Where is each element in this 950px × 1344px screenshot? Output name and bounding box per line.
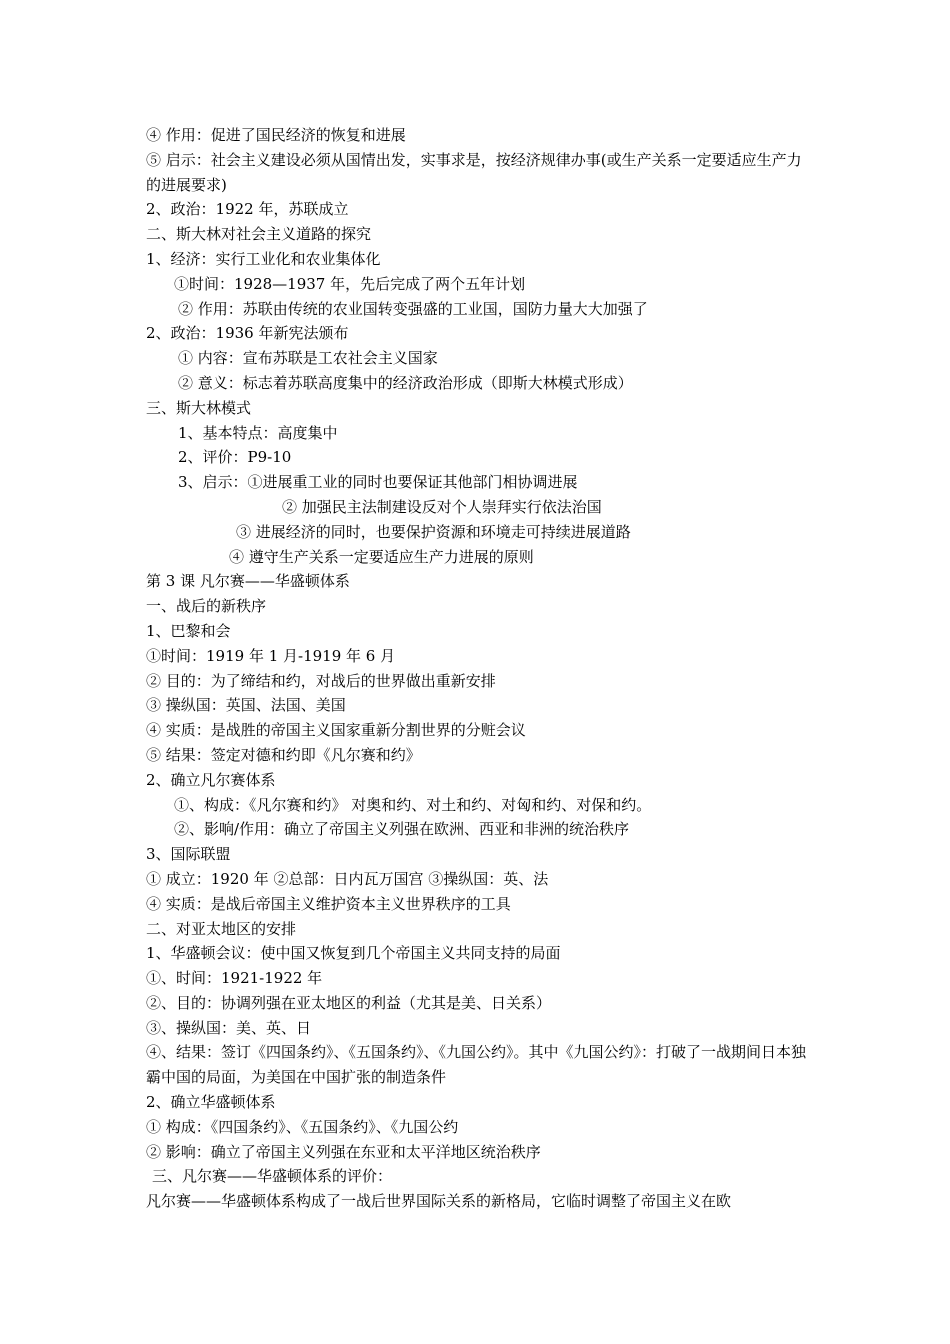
text-line: ② 影响：确立了帝国主义列强在东亚和太平洋地区统治秩序 bbox=[146, 1142, 541, 1161]
section-heading: 一、战后的新秩序 bbox=[146, 597, 267, 616]
text-line: 1、基本特点：高度集中 bbox=[178, 423, 338, 442]
text-line: 2、确立华盛顿体系 bbox=[146, 1093, 276, 1112]
text-line: ② 加强民主法制建设反对个人崇拜实行依法治国 bbox=[282, 497, 602, 516]
text-line: ①、时间：1921-1922 年 bbox=[146, 969, 323, 988]
text-line: ②、影响/作用：确立了帝国主义列强在欧洲、西亚和非洲的统治秩序 bbox=[174, 820, 630, 839]
section-heading: 二、斯大林对社会主义道路的探究 bbox=[146, 225, 372, 244]
text-line: ③、操纵国：美、英、日 bbox=[146, 1018, 312, 1037]
text-line: ②、目的：协调列强在亚太地区的利益（尤其是美、日关系） bbox=[146, 993, 552, 1012]
text-line: ② 作用：苏联由传统的农业国转变强盛的工业国，国防力量大大加强了 bbox=[178, 299, 648, 318]
text-line: ① 构成：《四国条约》、《五国条约》、《九国公约 bbox=[146, 1117, 459, 1136]
text-paragraph: ⑤ 启示：社会主义建设必须从国情出发，实事求是，按经济规律办事(或生产关系一定要适应生产力的进展要求) bbox=[146, 150, 802, 194]
text-line: 3、启示：①进展重工业的同时也要保证其他部门相协调进展 bbox=[178, 473, 578, 492]
text-line: ② 目的：为了缔结和约，对战后的世界做出重新安排 bbox=[146, 671, 496, 690]
text-line: ①、构成：《凡尔赛和约》 对奥和约、对土和约、对匈和约、对保和约。 bbox=[174, 795, 652, 814]
text-line: 凡尔赛——华盛顿体系构成了一战后世界国际关系的新格局，它临时调整了帝国主义在欧 bbox=[146, 1192, 732, 1211]
text-line: ⑤ 结果：签定对德和约即《凡尔赛和约》 bbox=[146, 745, 421, 764]
text-line: 1、巴黎和会 bbox=[146, 621, 231, 640]
text-line: ④ 作用：促进了国民经济的恢复和进展 bbox=[146, 126, 406, 144]
text-line: 1、华盛顿会议：使中国又恢复到几个帝国主义共同支持的局面 bbox=[146, 944, 561, 963]
text-line: 2、政治：1936 年新宪法颁布 bbox=[146, 324, 349, 343]
document-page bbox=[146, 123, 810, 1214]
text-line: 2、评价：P9-10 bbox=[178, 448, 292, 467]
text-line: 2、政治：1922 年，苏联成立 bbox=[146, 200, 349, 219]
text-line: 2、确立凡尔赛体系 bbox=[146, 770, 276, 789]
text-line: 3、国际联盟 bbox=[146, 845, 231, 864]
text-line: ④ 实质：是战胜的帝国主义国家重新分割世界的分赃会议 bbox=[146, 721, 526, 740]
text-line: 1、经济：实行工业化和农业集体化 bbox=[146, 249, 381, 268]
text-line: ② 意义：标志着苏联高度集中的经济政治形成（即斯大林模式形成） bbox=[178, 373, 633, 392]
text-line: ③ 进展经济的同时，也要保护资源和环境走可持续进展道路 bbox=[236, 522, 631, 541]
lesson-heading: 第 3 课 凡尔赛——华盛顿体系 bbox=[146, 572, 350, 591]
section-heading: 二、对亚太地区的安排 bbox=[146, 919, 297, 938]
section-heading: 三、斯大林模式 bbox=[146, 398, 252, 417]
text-line: ①时间：1919 年 1 月-1919 年 6 月 bbox=[146, 646, 396, 665]
text-line: ④ 遵守生产关系一定要适应生产力进展的原则 bbox=[229, 547, 534, 566]
section-heading: 三、凡尔赛——华盛顿体系的评价： bbox=[152, 1167, 393, 1186]
text-paragraph: ④、结果：签订《四国条约》、《五国条约》、《九国公约》。其中《九国公约》：打破了一战期间日本独霸中国的局面，为美国在中国扩张的制造条件 bbox=[146, 1043, 807, 1087]
text-line: ③ 操纵国：英国、法国、美国 bbox=[146, 696, 346, 715]
text-line: ① 成立：1920 年 ②总部：日内瓦万国宫 ③操纵国：英、法 bbox=[146, 869, 549, 888]
text-line: ④ 实质：是战后帝国主义维护资本主义世界秩序的工具 bbox=[146, 894, 511, 913]
text-line: ① 内容：宣布苏联是工农社会主义国家 bbox=[178, 349, 438, 368]
text-line: ①时间：1928—1937 年，先后完成了两个五年计划 bbox=[174, 274, 526, 293]
